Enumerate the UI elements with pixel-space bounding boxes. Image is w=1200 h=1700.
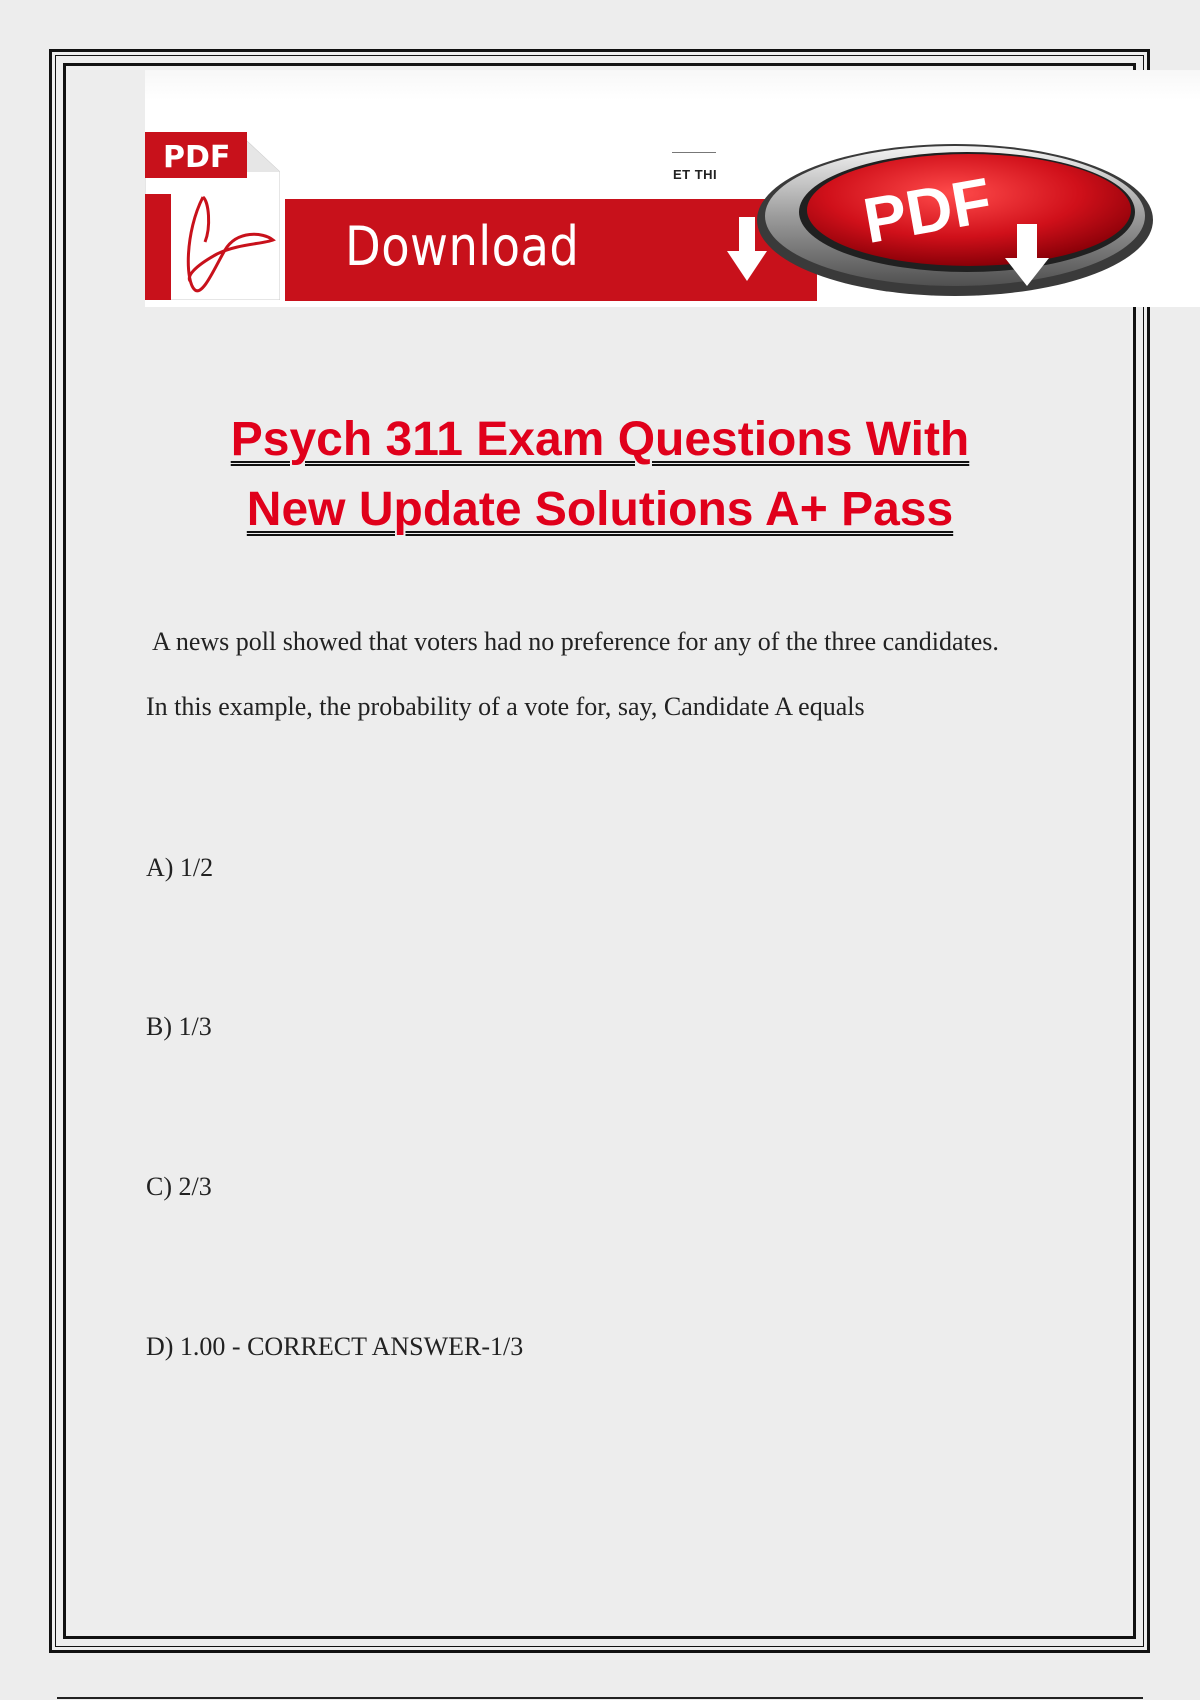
cropped-tag-text: ET THI (673, 167, 718, 182)
answer-option-c: C) 2/3 (146, 1172, 212, 1201)
title-line-1: Psych 311 Exam Questions With (230, 413, 970, 466)
pdf-file-icon (145, 132, 280, 300)
pdf-badge-text: PDF (163, 140, 231, 175)
document-title (120, 405, 1080, 545)
title-line-2: New Update Solutions A+ Pass (246, 483, 954, 536)
pdf-download-banner[interactable] (145, 70, 1200, 307)
pdf-round-button[interactable] (755, 136, 1185, 298)
answer-option-d: D) 1.00 - CORRECT ANSWER-1/3 (146, 1332, 524, 1361)
question-text-line-1: A news poll showed that voters had no preference for any of the three candidates. (152, 627, 999, 656)
download-button-label: Download (345, 215, 580, 278)
banner-top-fade (145, 70, 1200, 100)
answer-option-b: B) 1/3 (146, 1012, 212, 1041)
question-text-line-2: In this example, the probability of a vote for, say, Candidate A equals (146, 692, 865, 721)
tag-rule (672, 152, 716, 153)
round-button-label: PDF (858, 163, 997, 258)
answer-option-a: A) 1/2 (146, 853, 214, 882)
download-button[interactable] (285, 199, 817, 301)
bottom-rule (57, 1697, 1143, 1699)
